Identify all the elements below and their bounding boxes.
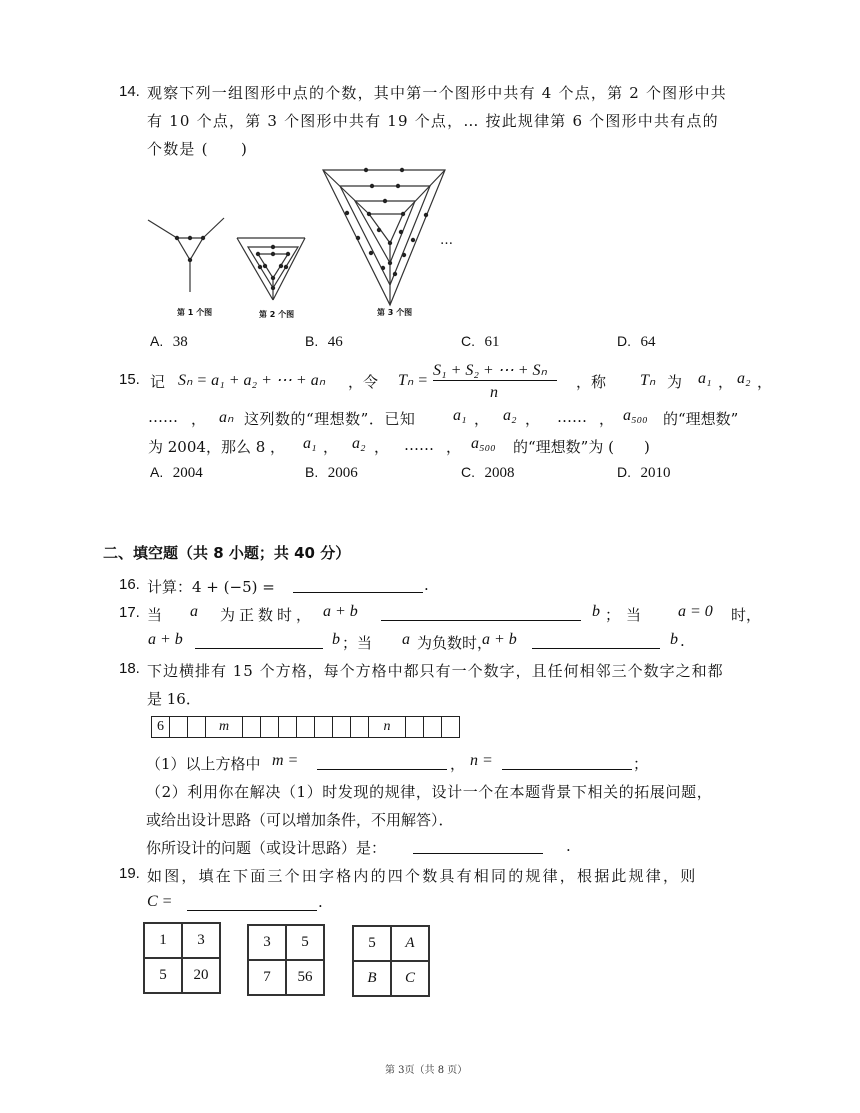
q18-cell-12: n xyxy=(369,717,406,738)
q19-grid3-cell: C xyxy=(391,961,429,996)
q19-grid2-cell: 3 xyxy=(248,925,286,960)
q19-grid1-cell: 5 xyxy=(144,958,182,993)
q19-grid1-cell: 3 xyxy=(182,923,220,958)
q15-sn-def: Sₙ = a₁ + a₂ + ⋯ + aₙ xyxy=(178,372,326,389)
q17-a-eq0: a = 0 xyxy=(678,603,713,620)
q15-number: 15. xyxy=(119,371,140,388)
q18-p2-line1: （2）利用你在解决（1）时发现的规律，设计一个在本题背景下相关的拓展问题， xyxy=(146,783,713,801)
q19-grid-1 xyxy=(143,922,221,994)
q17-shi: 时， xyxy=(731,606,762,624)
q15-wei: 为 xyxy=(667,373,683,391)
q17-blank3[interactable] xyxy=(532,634,660,649)
q15-line3-text: 为 2004，那么 8 ， xyxy=(148,438,286,456)
q18-cell-15 xyxy=(442,717,460,738)
q18-design-blank[interactable] xyxy=(413,839,543,854)
q15-a1-c: a₁ xyxy=(303,435,317,452)
q17-dang3: ；当 xyxy=(342,634,373,652)
q14-option-d[interactable]: D. 64 xyxy=(617,333,656,350)
q19-grid-3 xyxy=(352,925,430,997)
q14-line1: 观察下列一组图形中点的个数，其中第一个图形中共有 4 个点，第 2 个图形中共 xyxy=(147,84,727,102)
q15-ji: 记 xyxy=(150,373,166,391)
q17-apb: a + b xyxy=(323,603,358,620)
q19-grid3-cell: B xyxy=(353,961,391,996)
q19-grid2-cell: 7 xyxy=(248,960,286,995)
q18-cell-7 xyxy=(279,717,297,738)
q15-tn: Tₙ xyxy=(640,372,656,389)
q15-a2: a₂ xyxy=(737,370,751,387)
q18-n-eq: n = xyxy=(470,752,493,769)
q19-grid2-cell: 56 xyxy=(286,960,324,995)
q18-p1-text: （1）以上方格中 xyxy=(146,755,261,773)
q14-number: 14. xyxy=(119,83,140,100)
q17-b2: b xyxy=(332,631,340,648)
q18-cell-2 xyxy=(170,717,188,738)
q16-answer-blank[interactable] xyxy=(293,578,423,593)
q17-b3: b xyxy=(670,631,678,648)
q15-tn-numerator: S₁ + S₂ + ⋯ + Sₙ xyxy=(433,362,547,379)
q15-a500-b: a₅₀₀ xyxy=(471,435,496,452)
q15-dots-c: …… xyxy=(404,436,434,454)
q15-a2-c: a₂ xyxy=(352,435,366,452)
q15-an: aₙ xyxy=(219,409,234,426)
q17-blank2[interactable] xyxy=(195,634,323,649)
q14-figures xyxy=(140,160,480,330)
q15-option-d[interactable]: D. 2010 xyxy=(617,464,671,481)
q18-line1: 下边横排有 15 个方格，每个方格中都只有一个数字，且任何相邻三个数字之和都 xyxy=(147,662,724,680)
q16-end: . xyxy=(424,576,429,594)
q18-number: 18. xyxy=(119,660,140,677)
q18-p1-end: ； xyxy=(633,755,649,773)
q18-p2-end: . xyxy=(566,837,571,855)
q19-grid1-cell: 1 xyxy=(144,923,182,958)
q14-option-c[interactable]: C. 61 xyxy=(461,333,500,350)
q15-option-a[interactable]: A. 2004 xyxy=(150,464,203,481)
q17-dang: 当 xyxy=(147,606,163,624)
q18-cell-9 xyxy=(315,717,333,738)
q19-grid-2 xyxy=(247,924,325,996)
q18-cell-3 xyxy=(188,717,206,738)
q15-a1-b: a₁ xyxy=(453,407,467,424)
q15-cheng: ，称 xyxy=(576,373,607,391)
q17-b1: b xyxy=(592,603,600,620)
q19-grid2-cell: 5 xyxy=(286,925,324,960)
q14-fig3-label: 第 3 个图 xyxy=(377,308,413,317)
q18-m-eq: m = xyxy=(272,752,299,769)
q15-line2-end: 的“理想数” xyxy=(663,410,739,428)
q18-p2-line3: 你所设计的问题（或设计思路）是： xyxy=(146,839,387,857)
q15-line3-end: 的“理想数”为 ( ) xyxy=(513,438,650,456)
q18-cell-row xyxy=(151,716,460,738)
q15-fraction-bar xyxy=(433,380,557,381)
q19-number: 19. xyxy=(119,865,140,882)
q14-line2: 有 10 个点，第 3 个图形中共有 19 个点，… 按此规律第 6 个图形中共有点的 xyxy=(147,112,719,130)
q19-grid3-cell: 5 xyxy=(353,926,391,961)
q15-a2-b: a₂ xyxy=(503,407,517,424)
q18-m-blank[interactable] xyxy=(317,755,447,770)
q15-line2-text: 这列数的“理想数”．已知 xyxy=(244,410,416,428)
q18-cell-6 xyxy=(261,717,279,738)
page-footer: 第 3页（共 8 页） xyxy=(385,1065,468,1076)
q15-a500: a₅₀₀ xyxy=(623,407,648,424)
q15-ling: ，令 xyxy=(348,373,379,391)
q15-option-b[interactable]: B. 2006 xyxy=(305,464,358,481)
q14-ellipsis: … xyxy=(440,233,453,248)
q17-negative: 为负数时， xyxy=(417,634,493,652)
q16-text: 计算：4 + (−5) = xyxy=(147,578,275,596)
q17-apb3: a + b xyxy=(482,631,517,648)
q14-line3: 个数是 ( ) xyxy=(147,140,249,158)
q14-fig1-label: 第 1 个图 xyxy=(177,308,213,317)
q18-n-blank[interactable] xyxy=(502,755,632,770)
q18-p2-line2: 或给出设计思路（可以增加条件，不用解答）． xyxy=(146,811,454,829)
q15-option-c[interactable]: C. 2008 xyxy=(461,464,515,481)
q17-apb2: a + b xyxy=(148,631,183,648)
q19-line1: 如图，填在下面三个田字格内的四个数具有相同的规律，根据此规律，则 xyxy=(147,867,698,885)
q15-tn-denominator: n xyxy=(490,384,498,401)
q15-tn-lhs: Tₙ = xyxy=(398,372,429,389)
q19-c-blank[interactable] xyxy=(187,896,317,911)
q15-dots-b: …… xyxy=(557,408,587,426)
q18-cell-14 xyxy=(424,717,442,738)
q18-line2: 是 16． xyxy=(147,690,201,708)
q17-end: . xyxy=(680,632,685,650)
section-title: 二、填空题（共 8 小题；共 40 分） xyxy=(103,544,351,562)
q19-end: . xyxy=(318,893,323,911)
q18-cell-8 xyxy=(297,717,315,738)
q14-fig2-label: 第 2 个图 xyxy=(259,310,295,319)
q17-a2: a xyxy=(402,631,410,648)
q17-dang2: ；当 xyxy=(605,606,648,624)
q15-dots: …… xyxy=(148,408,178,426)
q18-cell-11 xyxy=(351,717,369,738)
q19-c-eq: C = xyxy=(147,893,173,910)
q18-cell-1: 6 xyxy=(152,717,170,738)
q18-cell-4: m xyxy=(206,717,243,738)
q14-option-b[interactable]: B. 46 xyxy=(305,333,343,350)
q18-cell-5 xyxy=(243,717,261,738)
q18-cell-10 xyxy=(333,717,351,738)
q17-positive: 为正数时， xyxy=(220,606,316,624)
q15-a1: a₁ xyxy=(698,370,712,387)
q19-grid3-cell: A xyxy=(391,926,429,961)
q19-grid1-cell: 20 xyxy=(182,958,220,993)
q17-number: 17. xyxy=(119,604,140,621)
q17-a: a xyxy=(190,603,198,620)
q14-option-a[interactable]: A. 38 xyxy=(150,333,188,350)
q17-blank1[interactable] xyxy=(381,606,581,621)
q16-number: 16. xyxy=(119,576,140,593)
q18-cell-13 xyxy=(406,717,424,738)
